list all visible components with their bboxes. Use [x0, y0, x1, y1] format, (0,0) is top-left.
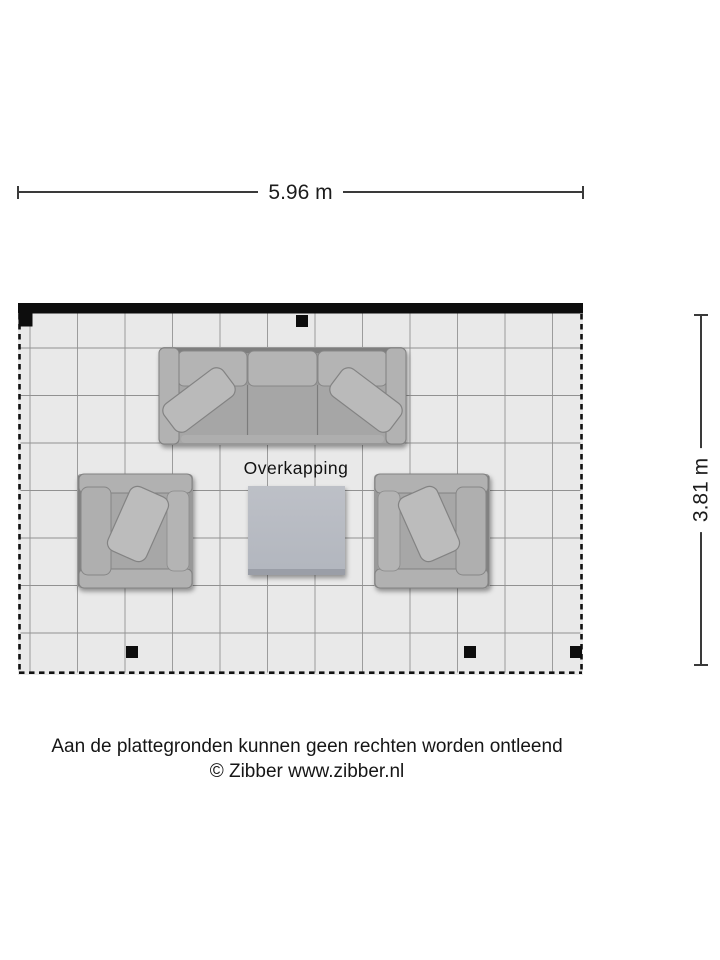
post: [126, 646, 138, 658]
room-label: Overkapping: [243, 458, 349, 478]
post: [19, 314, 33, 327]
width-dimension: [17, 180, 584, 204]
post: [570, 646, 582, 658]
dimension-line-left: [19, 191, 258, 193]
post: [464, 646, 476, 658]
disclaimer: [0, 734, 614, 784]
disclaimer-line2: © Zibber www.zibber.nl: [209, 761, 405, 782]
armchair-left: [77, 474, 193, 588]
dimension-line-right: [343, 191, 582, 193]
disclaimer-line1: Aan de plattegronden kunnen geen rechten worden ontleend: [51, 736, 563, 757]
dimension-tick-right: [582, 186, 584, 199]
wall-top: [18, 303, 583, 314]
three-seat-sofa: [159, 347, 406, 445]
height-dimension: [689, 314, 713, 666]
armchair-right: [374, 474, 490, 588]
coffee-table: [248, 486, 345, 575]
post: [296, 315, 308, 327]
plan-graphic: [18, 303, 583, 675]
floor-plan: [18, 303, 583, 675]
dimension-tick-bottom: [694, 664, 708, 666]
height-dimension-label: 3.81 m: [691, 448, 712, 532]
width-dimension-label: 5.96 m: [268, 180, 333, 204]
